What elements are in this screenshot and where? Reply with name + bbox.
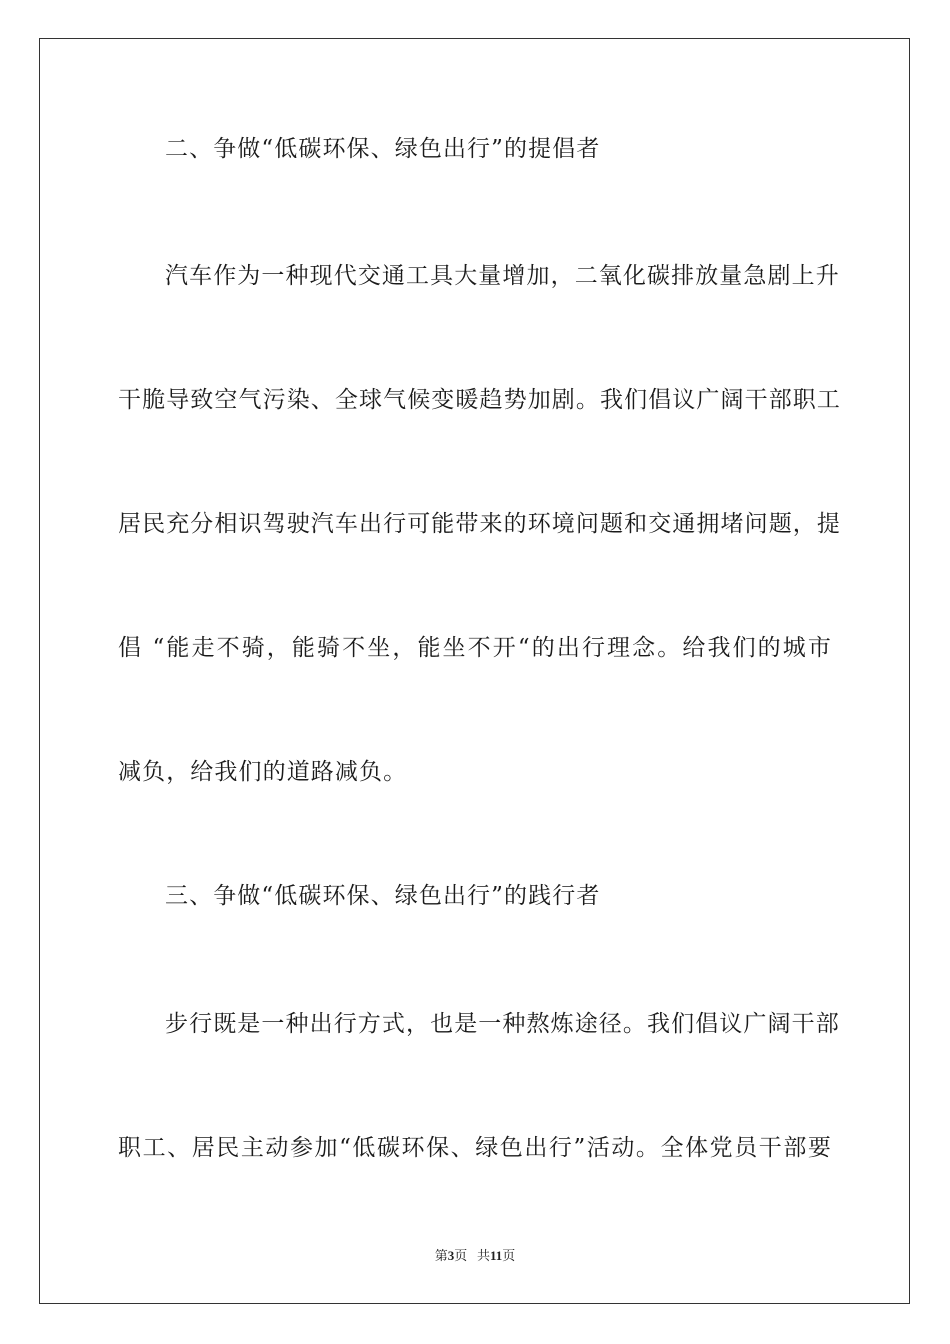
paragraph-line-2: 干脆导致空气污染、全球气候变暖趋势加剧。我们倡议广阔干部职工 (118, 387, 841, 413)
total-prefix: 共 (476, 1248, 490, 1263)
page-border (39, 38, 910, 1304)
paragraph-line-3: 居民充分相识驾驶汽车出行可能带来的环境问题和交通拥堵问题，提 (118, 511, 841, 537)
page-suffix: 页 (454, 1248, 468, 1263)
paragraph-line-4: 倡 “能走不骑，能骑不坐，能坐不开“的出行理念。给我们的城市 (118, 635, 832, 661)
paragraph-line-6: 步行既是一种出行方式，也是一种熬炼途径。我们倡议广阔干部 (165, 1011, 840, 1037)
total-pages-number: 11 (489, 1248, 503, 1263)
page-prefix: 第 (434, 1248, 448, 1263)
current-page-number: 3 (447, 1248, 455, 1263)
total-suffix: 页 (502, 1248, 516, 1263)
page-footer (0, 1247, 950, 1265)
section-heading-2: 二、争做“低碳环保、绿色出行”的提倡者 (165, 136, 601, 162)
section-heading-3: 三、争做“低碳环保、绿色出行”的践行者 (165, 883, 601, 909)
paragraph-line-7: 职工、居民主动参加“低碳环保、绿色出行”活动。全体党员干部要 (118, 1135, 832, 1161)
paragraph-line-1: 汽车作为一种现代交通工具大量增加，二氧化碳排放量急剧上升 (165, 263, 840, 289)
paragraph-line-5: 减负，给我们的道路减负。 (118, 759, 408, 785)
